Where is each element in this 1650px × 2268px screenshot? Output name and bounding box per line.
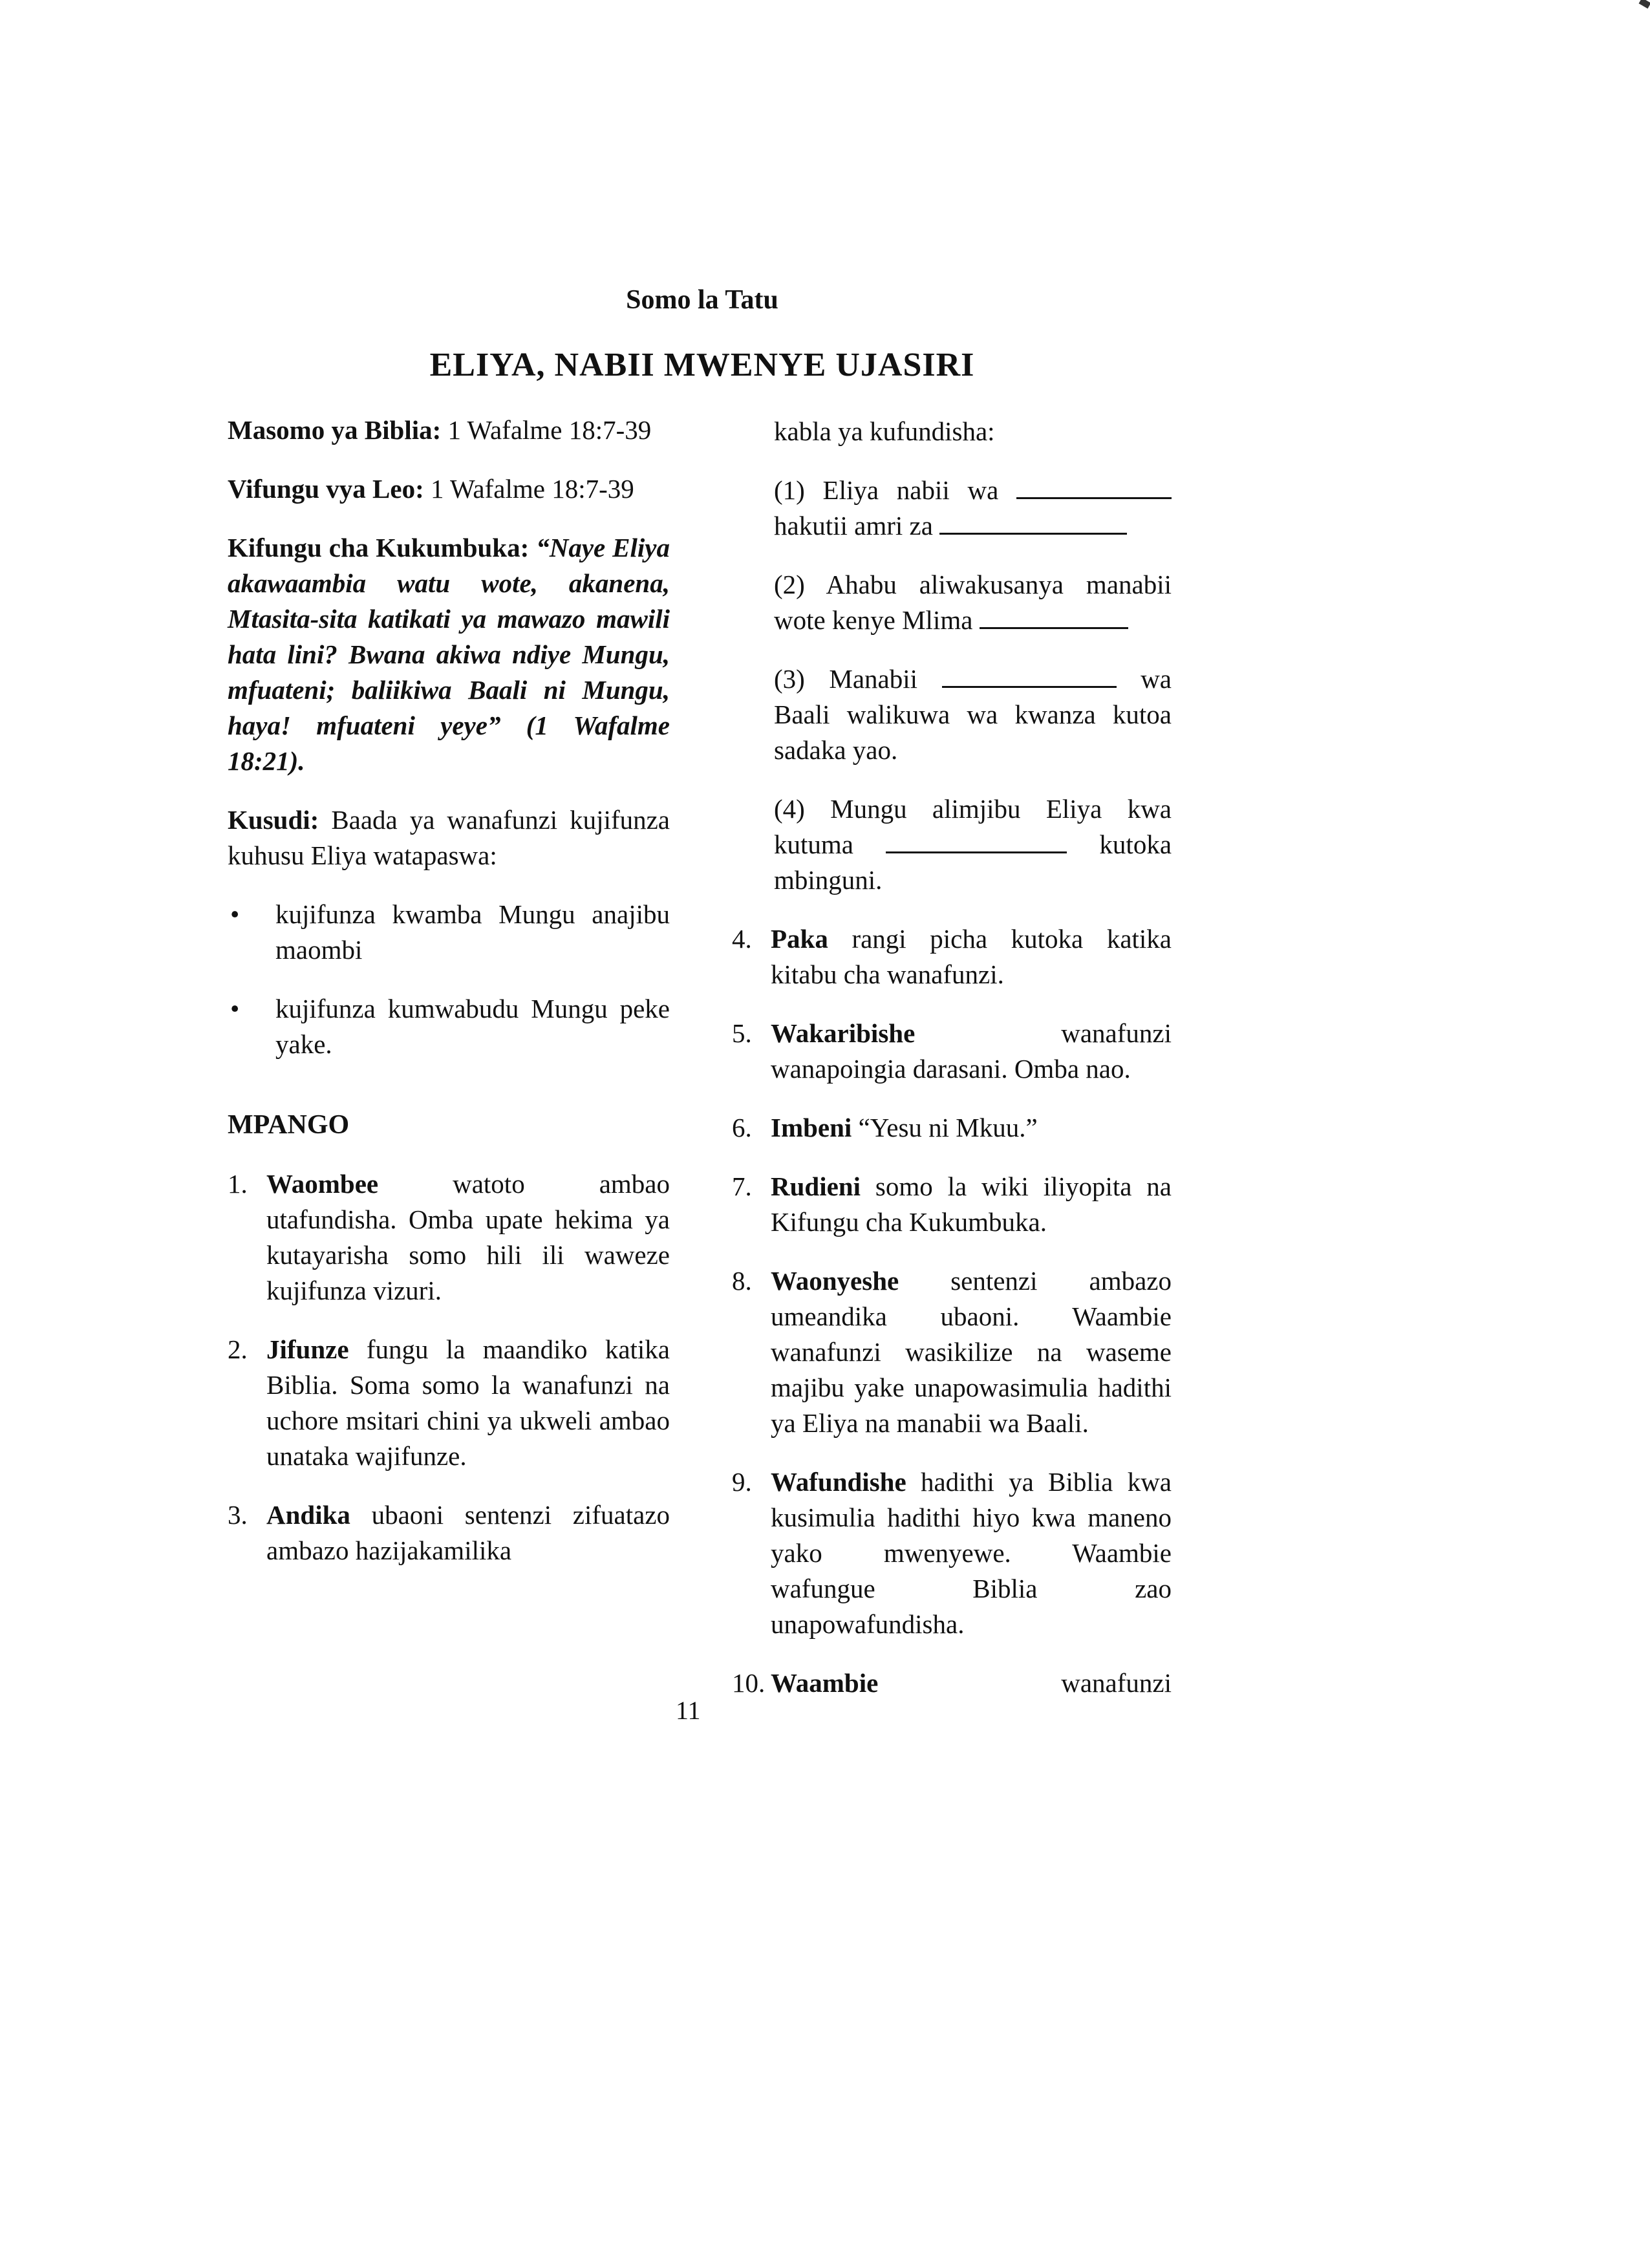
continuation-text: kabla ya kufundisha:	[774, 416, 995, 446]
sentence-text: hakutii amri za	[774, 511, 933, 540]
blank-line	[886, 832, 1067, 853]
sentence-text: (1) Eliya nabii wa	[774, 475, 999, 505]
item-number: 10.	[732, 1668, 766, 1698]
bullet-text: kujifunza kwamba Mungu anajibu maombi	[275, 899, 670, 965]
vifungu-label: Vifungu vya Leo:	[228, 474, 424, 504]
item-verb: Wafundishe	[771, 1467, 906, 1497]
item-number: 5.	[732, 1018, 752, 1048]
kifungu-paragraph	[228, 530, 670, 779]
bullet-icon: •	[230, 899, 240, 929]
sentence-text: (3) Manabii	[774, 664, 918, 694]
item-number: 3.	[228, 1500, 248, 1530]
plan-item	[228, 1166, 670, 1309]
blank-line	[942, 667, 1117, 688]
sentence-text: wa Baali walikuwa wa kwanza kutoa sadaka yao.	[774, 664, 1172, 765]
page-number: 11	[676, 1696, 701, 1725]
blank-line	[1016, 478, 1172, 499]
item-verb: Wakaribishe	[771, 1018, 916, 1048]
item-text: somo la wiki iliyopita na Kifungu cha Kukumbuka.	[771, 1171, 1172, 1237]
item-text: fungu la maandiko katika Biblia. Soma somo la wanafunzi na uchore msitari chini ya ukweli ambao unataka wajifunze.	[266, 1334, 670, 1471]
sentence-1	[732, 473, 1172, 544]
plan-item	[732, 921, 1172, 992]
blank-line	[980, 608, 1128, 629]
bullet-icon: •	[230, 994, 240, 1023]
plan-item	[228, 1497, 670, 1568]
plan-item	[732, 1263, 1172, 1441]
item-number: 6.	[732, 1113, 752, 1142]
plan-item	[732, 1169, 1172, 1240]
item-verb: Waambie	[771, 1668, 879, 1698]
item-number: 1.	[228, 1169, 248, 1199]
right-column	[732, 414, 1172, 1724]
lesson-subtitle: Somo la Tatu	[626, 285, 778, 315]
sentence-2	[732, 567, 1172, 638]
masomo-value: 1 Wafalme 18:7-39	[447, 415, 652, 445]
left-column	[228, 412, 670, 1592]
kifungu-label: Kifungu cha Kukumbuka:	[228, 533, 530, 562]
vifungu-paragraph	[228, 471, 670, 507]
item-text: ubaoni sentenzi zifuatazo ambazo hazijakamilika	[266, 1500, 670, 1565]
kusudi-paragraph	[228, 802, 670, 873]
sentence-text: (2) Ahabu aliwakusanya manabii wote kenye Mlima	[774, 570, 1172, 635]
item-text: wanafunzi	[1061, 1668, 1172, 1698]
item-number: 7.	[732, 1171, 752, 1201]
lesson-title: ELIYA, NABII MWENYE UJASIRI	[429, 347, 975, 383]
item-verb: Imbeni	[771, 1113, 852, 1142]
plan-item	[228, 1332, 670, 1474]
bullet-item	[228, 897, 670, 968]
item-number: 9.	[732, 1467, 752, 1497]
item-number: 2.	[228, 1334, 248, 1364]
item-verb: Jifunze	[266, 1334, 349, 1364]
kusudi-label: Kusudi:	[228, 805, 319, 835]
vifungu-value: 1 Wafalme 18:7-39	[431, 474, 634, 504]
mpango-heading: MPANGO	[228, 1110, 350, 1140]
item-text: “Yesu ni Mkuu.”	[858, 1113, 1038, 1142]
sentence-3	[732, 661, 1172, 768]
item-number: 8.	[732, 1266, 752, 1296]
plan-item	[732, 1016, 1172, 1087]
item-text: sentenzi ambazo umeandika ubaoni. Waambie wanafunzi wasikilize na waseme majibu yake unapowasimulia hadithi ya Eliya na manabii wa Baali.	[771, 1266, 1172, 1438]
item-number: 4.	[732, 924, 752, 954]
bullet-text: kujifunza kumwabudu Mungu peke yake.	[275, 994, 670, 1059]
item-verb: Waombee	[266, 1169, 379, 1199]
item-text: wanafunzi wanapoingia darasani. Omba nao.	[771, 1018, 1172, 1084]
item-text: hadithi ya Biblia kwa kusimulia hadithi hiyo kwa maneno yako mwenyewe. Waambie wafungue Biblia zao unapowafundisha.	[771, 1467, 1172, 1639]
plan-item	[732, 1464, 1172, 1642]
item-verb: Waonyeshe	[771, 1266, 899, 1296]
item-text: watoto ambao utafundisha. Omba upate hekima ya kutayarisha somo hili ili waweze kujifunza vizuri.	[266, 1169, 670, 1305]
masomo-label: Masomo ya Biblia:	[228, 415, 442, 445]
memory-verse: “Naye Eliya akawaambia watu wote, akanena, Mtasita-sita katikati ya mawazo mawili hata lini? Bwana akiwa ndiye Mungu, mfuateni; baliikiwa Baali ni Mungu, haya! mfuateni yeye” (1 Wafalme 18:21).	[228, 533, 670, 776]
masomo-paragraph	[228, 412, 670, 448]
item-text: rangi picha kutoka katika kitabu cha wanafunzi.	[771, 924, 1172, 989]
sentence-4	[732, 791, 1172, 898]
item-verb: Rudieni	[771, 1171, 861, 1201]
item-verb: Andika	[266, 1500, 350, 1530]
blank-line	[939, 513, 1127, 535]
plan-item	[732, 1110, 1172, 1146]
item-verb: Paka	[771, 924, 828, 954]
plan-item	[732, 1665, 1172, 1701]
kusudi-text: Baada ya wanafunzi kujifunza kuhusu Eliya watapaswa:	[228, 805, 670, 870]
bullet-item	[228, 991, 670, 1062]
sentence-text: kutoka mbinguni.	[774, 829, 1172, 895]
scan-mark	[1639, 0, 1650, 8]
sentence-text: (4) Mungu alimjibu Eliya kwa kutuma	[774, 794, 1172, 859]
